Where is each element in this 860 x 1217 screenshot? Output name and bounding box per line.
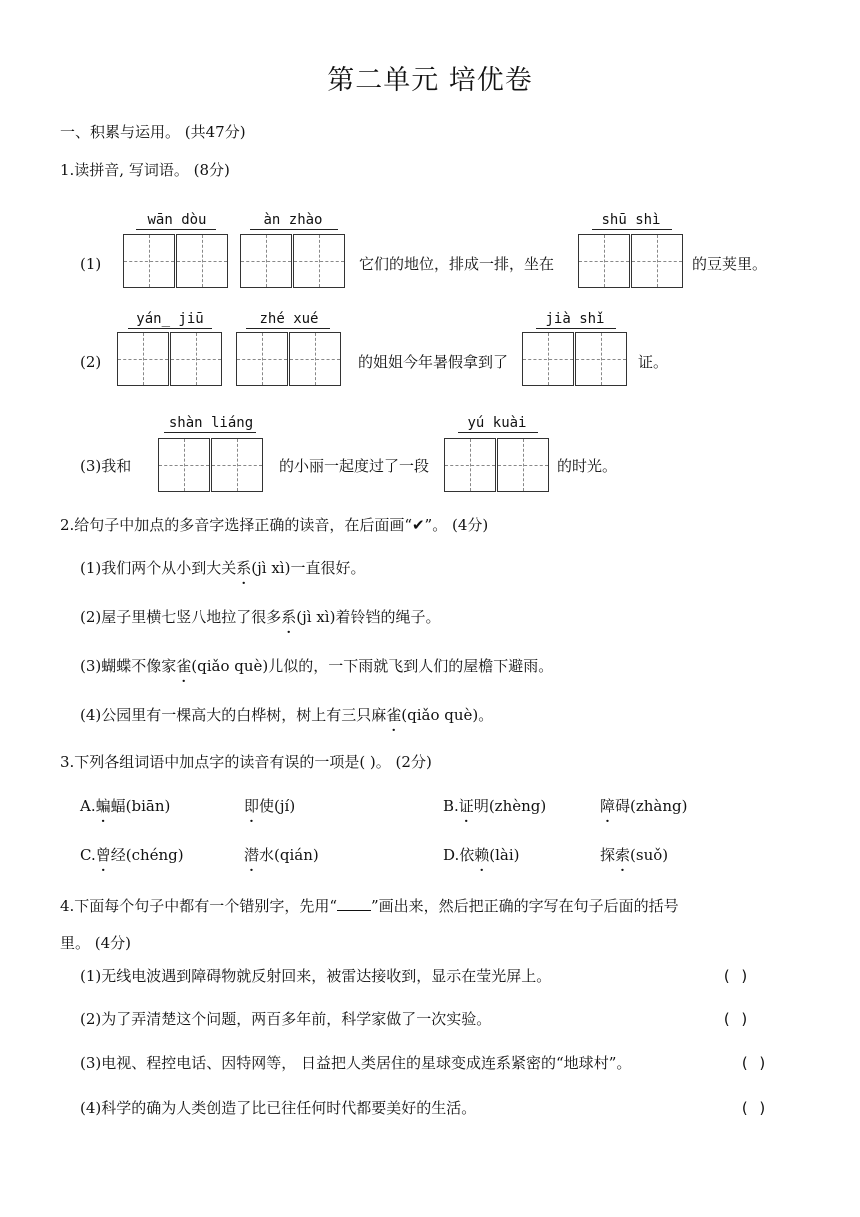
pinyin-underline — [164, 432, 256, 433]
text: 使(jí) — [259, 797, 296, 815]
dotted-char: 曾 — [95, 846, 111, 864]
pinyin-underline — [128, 328, 212, 329]
text[interactable]: (qiǎo què)儿似的，一下雨就飞到人们的屋檐下避雨。 — [191, 657, 554, 675]
writing-cell[interactable] — [293, 234, 345, 288]
question-2-heading: 2.给句子中加点的多音字选择正确的读音，在后面画“✔”。 (4分) — [60, 516, 489, 534]
pinyin-underline — [592, 229, 672, 230]
q4-item-1[interactable]: (1)无线电波遇到障碍物就反射回来，被雷达接收到，显示在莹光屏上。 — [80, 967, 552, 985]
dotted-char: 障 — [600, 797, 616, 815]
option-a-word2 — [244, 796, 295, 816]
sentence-text: 的姐姐今年暑假拿到了 — [358, 353, 509, 371]
text[interactable]: (jì xì)一直很好。 — [251, 559, 366, 577]
writing-cell[interactable] — [240, 234, 292, 288]
answer-paren[interactable]: ( ) — [740, 1099, 768, 1117]
q2-item-4 — [80, 705, 493, 725]
question-1-heading: 1.读拼音, 写词语。 (8分) — [60, 161, 230, 179]
writing-cell[interactable] — [289, 332, 341, 386]
dotted-char: 雀 — [386, 706, 402, 724]
text: (1)我们两个从小到大关 — [80, 559, 237, 577]
pinyin-underline — [536, 328, 616, 329]
writing-grid[interactable] — [117, 332, 223, 386]
writing-cell[interactable] — [578, 234, 630, 288]
dotted-char: 即 — [244, 797, 260, 815]
option-c[interactable] — [80, 845, 184, 865]
text: 水(qián) — [259, 846, 319, 864]
text: (3)蝴蝶不像家 — [80, 657, 177, 675]
q4-item-3[interactable]: (3)电视、程控电话、因特网等， 日益把人类居住的星球变成连系紧密的“地球村”。 — [80, 1054, 632, 1072]
section-heading: 一、积累与运用。 (共47分) — [60, 123, 246, 141]
text: (4)公园里有一棵高大的白桦树，树上有三只麻 — [80, 706, 387, 724]
text: ”画出来，然后把正确的字写在句子后面的括号 — [370, 897, 679, 915]
q2-item-1 — [80, 558, 365, 578]
writing-cell[interactable] — [170, 332, 222, 386]
option-d[interactable] — [443, 845, 520, 865]
writing-cell[interactable] — [497, 438, 549, 492]
answer-paren[interactable]: ( ) — [740, 1054, 768, 1072]
item-number: (1) — [80, 255, 102, 273]
pinyin-underline — [458, 432, 538, 433]
dotted-char: 赖 — [474, 846, 490, 864]
pinyin-yanjiu: yán_ jiū — [136, 311, 204, 327]
q4-item-4[interactable]: (4)科学的确为人类创造了比已往任何时代都要美好的生活。 — [80, 1099, 477, 1117]
question-4-heading-cont: 里。 (4分) — [60, 934, 132, 952]
text: 碍(zhàng) — [615, 797, 688, 815]
text: 探 — [600, 846, 616, 864]
writing-cell[interactable] — [176, 234, 228, 288]
pinyin-wandou: wān dòu — [147, 212, 207, 228]
text: C. — [80, 846, 96, 864]
text: (lài) — [489, 846, 520, 864]
text: D.依 — [443, 846, 475, 864]
dotted-char: 雀 — [176, 657, 192, 675]
page-title: 第二单元 培优卷 — [327, 65, 533, 96]
text: 明(zhèng) — [473, 797, 547, 815]
sentence-text: 的小丽一起度过了一段 — [279, 457, 430, 475]
writing-cell[interactable] — [123, 234, 175, 288]
dotted-char: 系 — [236, 559, 252, 577]
pinyin-jiashi: jià shǐ — [545, 311, 605, 327]
pinyin-shushi: shū shì — [601, 212, 661, 228]
sentence-text: 的豆荚里。 — [692, 255, 768, 273]
text: 4.下面每个句子中都有一个错别字，先用“ — [60, 897, 337, 915]
q4-item-2[interactable]: (2)为了弄清楚这个问题，两百多年前，科学家做了一次实验。 — [80, 1010, 492, 1028]
writing-grid[interactable] — [522, 332, 628, 386]
text: (suǒ) — [630, 846, 669, 864]
pinyin-underline — [246, 328, 330, 329]
text[interactable]: (jì xì)着铃铛的绳子。 — [296, 608, 441, 626]
item-prefix: (3)我和 — [80, 457, 132, 475]
option-c-word2 — [244, 845, 319, 865]
answer-paren[interactable]: ( ) — [722, 967, 750, 985]
pinyin-underline — [250, 229, 338, 230]
writing-cell[interactable] — [158, 438, 210, 492]
answer-paren[interactable]: ( ) — [722, 1010, 750, 1028]
text: 蝠(biān) — [110, 797, 171, 815]
pinyin-underline — [136, 229, 216, 230]
underline-sample — [337, 896, 371, 911]
writing-cell[interactable] — [631, 234, 683, 288]
writing-cell[interactable] — [236, 332, 288, 386]
question-3-heading: 3.下列各组词语中加点字的读音有误的一项是( )。 (2分) — [60, 753, 432, 771]
text: 经(chéng) — [110, 846, 184, 864]
writing-grid[interactable] — [158, 438, 264, 492]
q2-item-2 — [80, 607, 440, 627]
text[interactable]: (qiǎo què)。 — [401, 706, 494, 724]
item-number: (2) — [80, 353, 102, 371]
dotted-char: 潜 — [244, 846, 260, 864]
writing-cell[interactable] — [575, 332, 627, 386]
pinyin-yukuai: yú kuài — [467, 415, 527, 431]
pinyin-zhexue: zhé xué — [259, 311, 319, 327]
pinyin-shanliang: shàn liáng — [168, 415, 254, 431]
sentence-text: 它们的地位，排成一排，坐在 — [359, 255, 555, 273]
writing-cell[interactable] — [444, 438, 496, 492]
writing-grid[interactable] — [240, 234, 346, 288]
option-a[interactable] — [80, 796, 170, 816]
q2-item-3 — [80, 656, 553, 676]
text: (2)屋子里横七竖八地拉了很多 — [80, 608, 282, 626]
writing-grid[interactable] — [444, 438, 550, 492]
writing-grid[interactable] — [578, 234, 684, 288]
writing-cell[interactable] — [211, 438, 263, 492]
dotted-char: 系 — [281, 608, 297, 626]
sentence-text: 的时光。 — [557, 457, 618, 475]
writing-grid[interactable] — [236, 332, 342, 386]
writing-cell[interactable] — [117, 332, 169, 386]
dotted-char: 证 — [458, 797, 474, 815]
text: A. — [80, 797, 96, 815]
dotted-char: 索 — [615, 846, 631, 864]
writing-cell[interactable] — [522, 332, 574, 386]
pinyin-anzhao: àn zhào — [263, 212, 323, 228]
option-d-word2 — [600, 845, 668, 865]
text: B. — [443, 797, 459, 815]
sentence-text: 证。 — [638, 353, 669, 371]
option-b[interactable] — [443, 796, 546, 816]
writing-grid[interactable] — [123, 234, 229, 288]
question-4-heading — [60, 896, 679, 916]
option-b-word2 — [600, 796, 688, 816]
dotted-char: 蝙 — [95, 797, 111, 815]
